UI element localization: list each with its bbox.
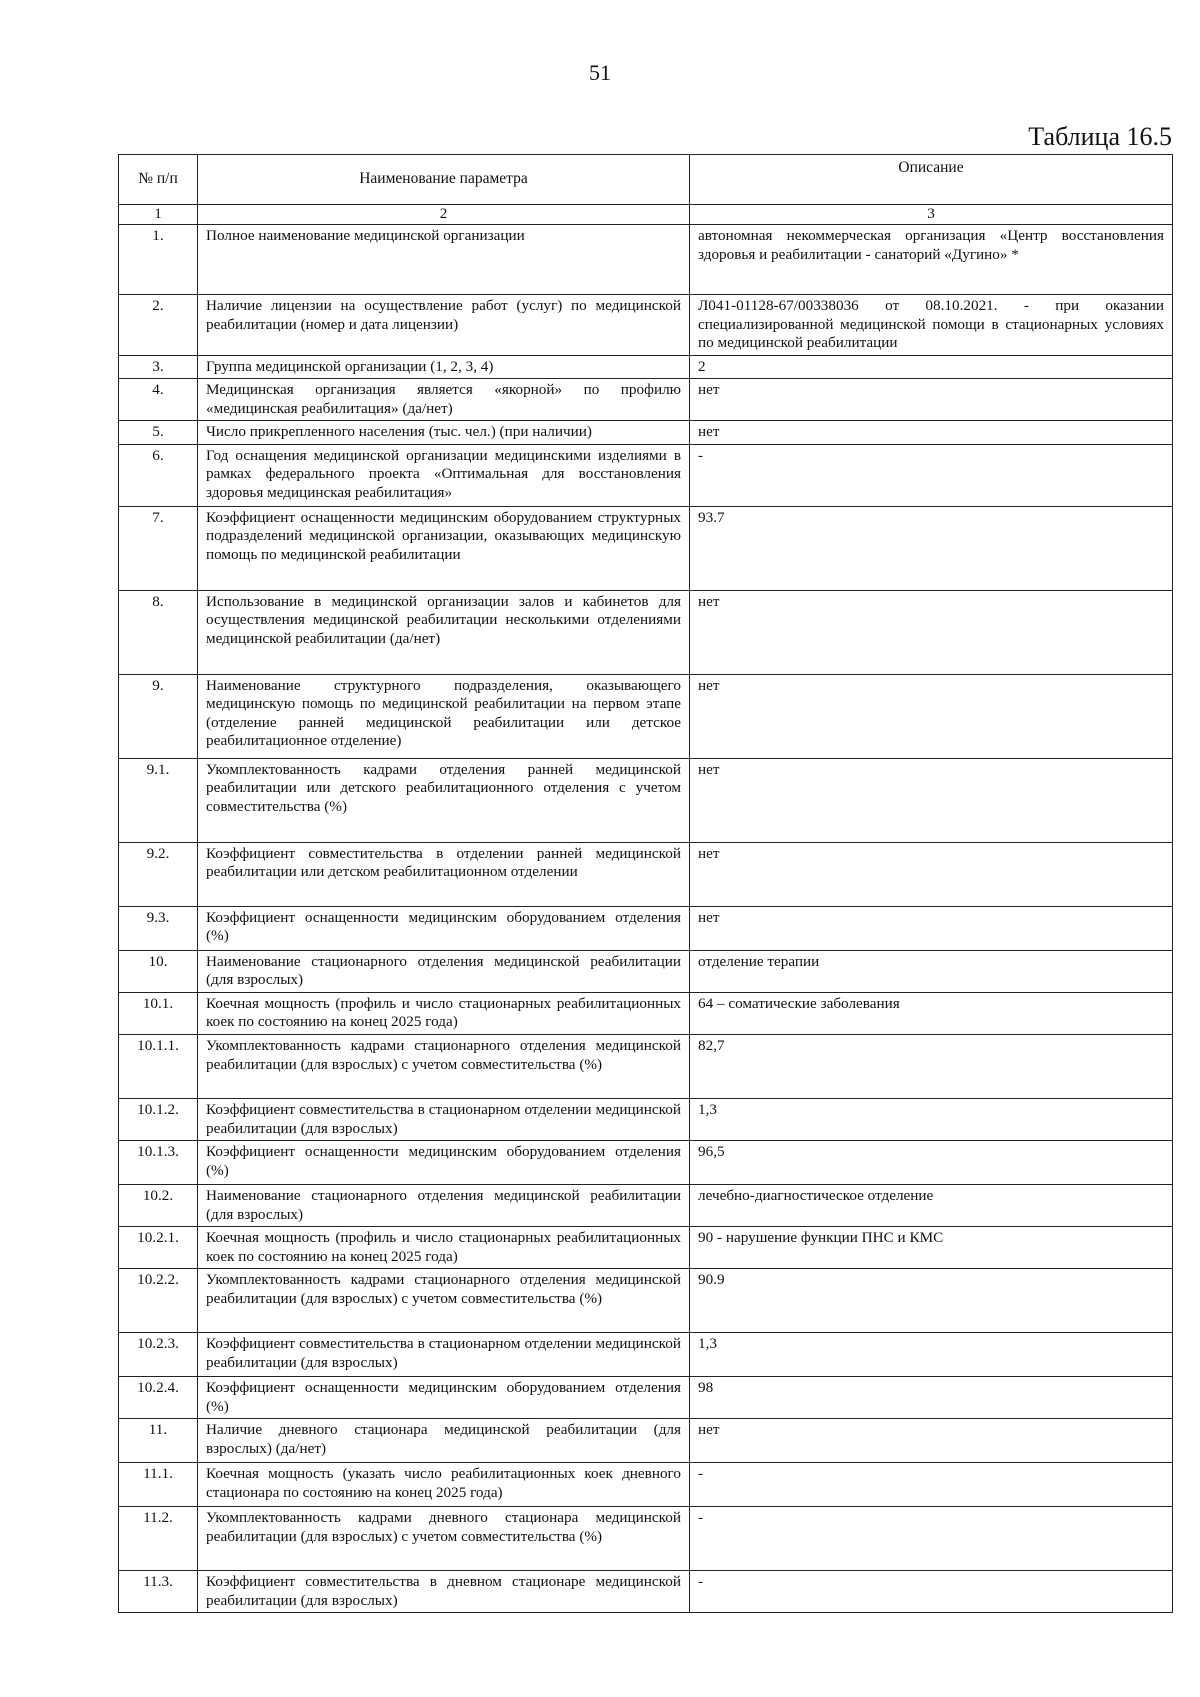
row-num: 7. (119, 506, 198, 590)
row-name: Год оснащения медицинской организации медицинскими изделиями в рамках федерального проекта «Оптимальная для восстановления здоровья медицинская реабилитация» (198, 444, 690, 506)
row-name: Коэффициент совместительства в стационарном отделении медицинской реабилитации (для взрослых) (198, 1333, 690, 1377)
row-num: 10.1.2. (119, 1099, 198, 1141)
row-num: 3. (119, 355, 198, 379)
header-num: № п/п (119, 155, 198, 205)
table-row (119, 950, 1173, 992)
row-num: 10.2.3. (119, 1333, 198, 1377)
row-desc: 90 - нарушение функции ПНС и КМС (690, 1227, 1173, 1269)
row-desc: отделение терапии (690, 950, 1173, 992)
row-num: 5. (119, 421, 198, 445)
row-desc: - (690, 1571, 1173, 1613)
row-name: Наименование структурного подразделения, оказывающего медицинскую помощь по медицинской реабилитации на первом этапе (отделение ранней медицинской реабилитации или детское реабилитационное отделение) (198, 674, 690, 758)
row-name: Наличие лицензии на осуществление работ (услуг) по медицинской реабилитации (номер и дата лицензии) (198, 295, 690, 356)
row-desc: 93.7 (690, 506, 1173, 590)
row-name: Коэффициент совместительства в отделении ранней медицинской реабилитации или детском реабилитационном отделении (198, 842, 690, 906)
row-num: 11.1. (119, 1463, 198, 1507)
row-name: Коэффициент оснащенности медицинским оборудованием отделения (%) (198, 906, 690, 950)
row-name: Коечная мощность (профиль и число стационарных реабилитационных коек по состоянию на конец 2025 года) (198, 1227, 690, 1269)
row-name: Коэффициент оснащенности медицинским оборудованием структурных подразделений медицинской организации, оказывающих медицинскую помощь по медицинской реабилитации (198, 506, 690, 590)
row-desc: нет (690, 590, 1173, 674)
row-num: 10.1.3. (119, 1141, 198, 1185)
row-num: 8. (119, 590, 198, 674)
row-num: 10.1.1. (119, 1035, 198, 1099)
row-desc: 90.9 (690, 1269, 1173, 1333)
row-desc: нет (690, 379, 1173, 421)
table-row (119, 590, 1173, 674)
row-name: Медицинская организация является «якорной» по профилю «медицинская реабилитация» (да/нет) (198, 379, 690, 421)
table-row (119, 444, 1173, 506)
row-num: 9. (119, 674, 198, 758)
row-desc: 96,5 (690, 1141, 1173, 1185)
row-desc: автономная некоммерческая организация «Центр восстановления здоровья и реабилитации - санаторий «Дугино» * (690, 225, 1173, 295)
table-row (119, 1099, 1173, 1141)
table-row (119, 225, 1173, 295)
row-desc: нет (690, 842, 1173, 906)
table-row (119, 842, 1173, 906)
row-desc: нет (690, 421, 1173, 445)
table-row (119, 1571, 1173, 1613)
header-name: Наименование параметра (198, 155, 690, 205)
row-desc: нет (690, 674, 1173, 758)
row-name: Коэффициент оснащенности медицинским оборудованием отделения (%) (198, 1141, 690, 1185)
row-num: 11.2. (119, 1507, 198, 1571)
table-row (119, 1463, 1173, 1507)
row-num: 11. (119, 1419, 198, 1463)
row-num: 9.3. (119, 906, 198, 950)
row-num: 9.2. (119, 842, 198, 906)
row-num: 4. (119, 379, 198, 421)
table-row (119, 506, 1173, 590)
row-num: 9.1. (119, 758, 198, 842)
row-desc: лечебно-диагностическое отделение (690, 1185, 1173, 1227)
row-name: Коечная мощность (профиль и число стационарных реабилитационных коек по состоянию на конец 2025 года) (198, 992, 690, 1034)
row-name: Коэффициент совместительства в стационарном отделении медицинской реабилитации (для взрослых) (198, 1099, 690, 1141)
row-name: Полное наименование медицинской организации (198, 225, 690, 295)
row-desc: - (690, 1507, 1173, 1571)
row-num: 2. (119, 295, 198, 356)
row-name: Укомплектованность кадрами отделения ранней медицинской реабилитации или детского реабилитационного отделения с учетом совместительства (%) (198, 758, 690, 842)
row-desc: нет (690, 1419, 1173, 1463)
row-name: Укомплектованность кадрами дневного стационара медицинской реабилитации (для взрослых) с учетом совместительства (%) (198, 1507, 690, 1571)
row-name: Наименование стационарного отделения медицинской реабилитации (для взрослых) (198, 1185, 690, 1227)
table-row (119, 1333, 1173, 1377)
row-desc: нет (690, 758, 1173, 842)
table-row (119, 1507, 1173, 1571)
row-desc: 2 (690, 355, 1173, 379)
row-num: 10. (119, 950, 198, 992)
row-desc: Л041-01128-67/00338036 от 08.10.2021. - при оказании специализированной медицинской помощи в стационарных условиях по медицинской реабилитации (690, 295, 1173, 356)
row-desc: 82,7 (690, 1035, 1173, 1099)
table-row (119, 992, 1173, 1034)
table-row (119, 1141, 1173, 1185)
row-num: 10.2.1. (119, 1227, 198, 1269)
row-desc: нет (690, 906, 1173, 950)
row-desc: 1,3 (690, 1099, 1173, 1141)
page-number: 51 (589, 60, 611, 85)
table-row (119, 379, 1173, 421)
row-name: Группа медицинской организации (1, 2, 3, 4) (198, 355, 690, 379)
row-num: 10.2. (119, 1185, 198, 1227)
row-name: Использование в медицинской организации залов и кабинетов для осуществления медицинской реабилитации несколькими отделениями медицинской реабилитации (да/нет) (198, 590, 690, 674)
row-name: Коэффициент оснащенности медицинским оборудованием отделения (%) (198, 1377, 690, 1419)
table-row (119, 674, 1173, 758)
table-row (119, 1185, 1173, 1227)
row-num: 1. (119, 225, 198, 295)
table-row (119, 1419, 1173, 1463)
header-desc: Описание (690, 155, 1173, 205)
row-name: Коэффициент совместительства в дневном стационаре медицинской реабилитации (для взрослых) (198, 1571, 690, 1613)
row-desc: 1,3 (690, 1333, 1173, 1377)
table-row (119, 1377, 1173, 1419)
table-row (119, 1227, 1173, 1269)
table-row (119, 906, 1173, 950)
row-desc: 64 – соматические заболевания (690, 992, 1173, 1034)
row-num: 10.2.2. (119, 1269, 198, 1333)
row-name: Укомплектованность кадрами стационарного отделения медицинской реабилитации (для взрослых) с учетом совместительства (%) (198, 1269, 690, 1333)
row-desc: - (690, 1463, 1173, 1507)
table-row (119, 1269, 1173, 1333)
row-desc: 98 (690, 1377, 1173, 1419)
parameters-table (118, 154, 1173, 1613)
row-name: Наличие дневного стационара медицинской реабилитации (для взрослых) (да/нет) (198, 1419, 690, 1463)
col-index-2: 2 (198, 205, 690, 225)
table-row (119, 355, 1173, 379)
row-num: 6. (119, 444, 198, 506)
table-row (119, 1035, 1173, 1099)
col-index-3: 3 (690, 205, 1173, 225)
row-num: 10.1. (119, 992, 198, 1034)
row-num: 11.3. (119, 1571, 198, 1613)
row-name: Наименование стационарного отделения медицинской реабилитации (для взрослых) (198, 950, 690, 992)
table-row (119, 295, 1173, 356)
row-name: Укомплектованность кадрами стационарного отделения медицинской реабилитации (для взрослых) с учетом совместительства (%) (198, 1035, 690, 1099)
table-row (119, 421, 1173, 445)
row-name: Коечная мощность (указать число реабилитационных коек дневного стационара по состоянию на конец 2025 года) (198, 1463, 690, 1507)
row-name: Число прикрепленного населения (тыс. чел.) (при наличии) (198, 421, 690, 445)
row-desc: - (690, 444, 1173, 506)
row-num: 10.2.4. (119, 1377, 198, 1419)
table-title: Таблица 16.5 (1028, 122, 1172, 151)
table-row (119, 758, 1173, 842)
col-index-1: 1 (119, 205, 198, 225)
